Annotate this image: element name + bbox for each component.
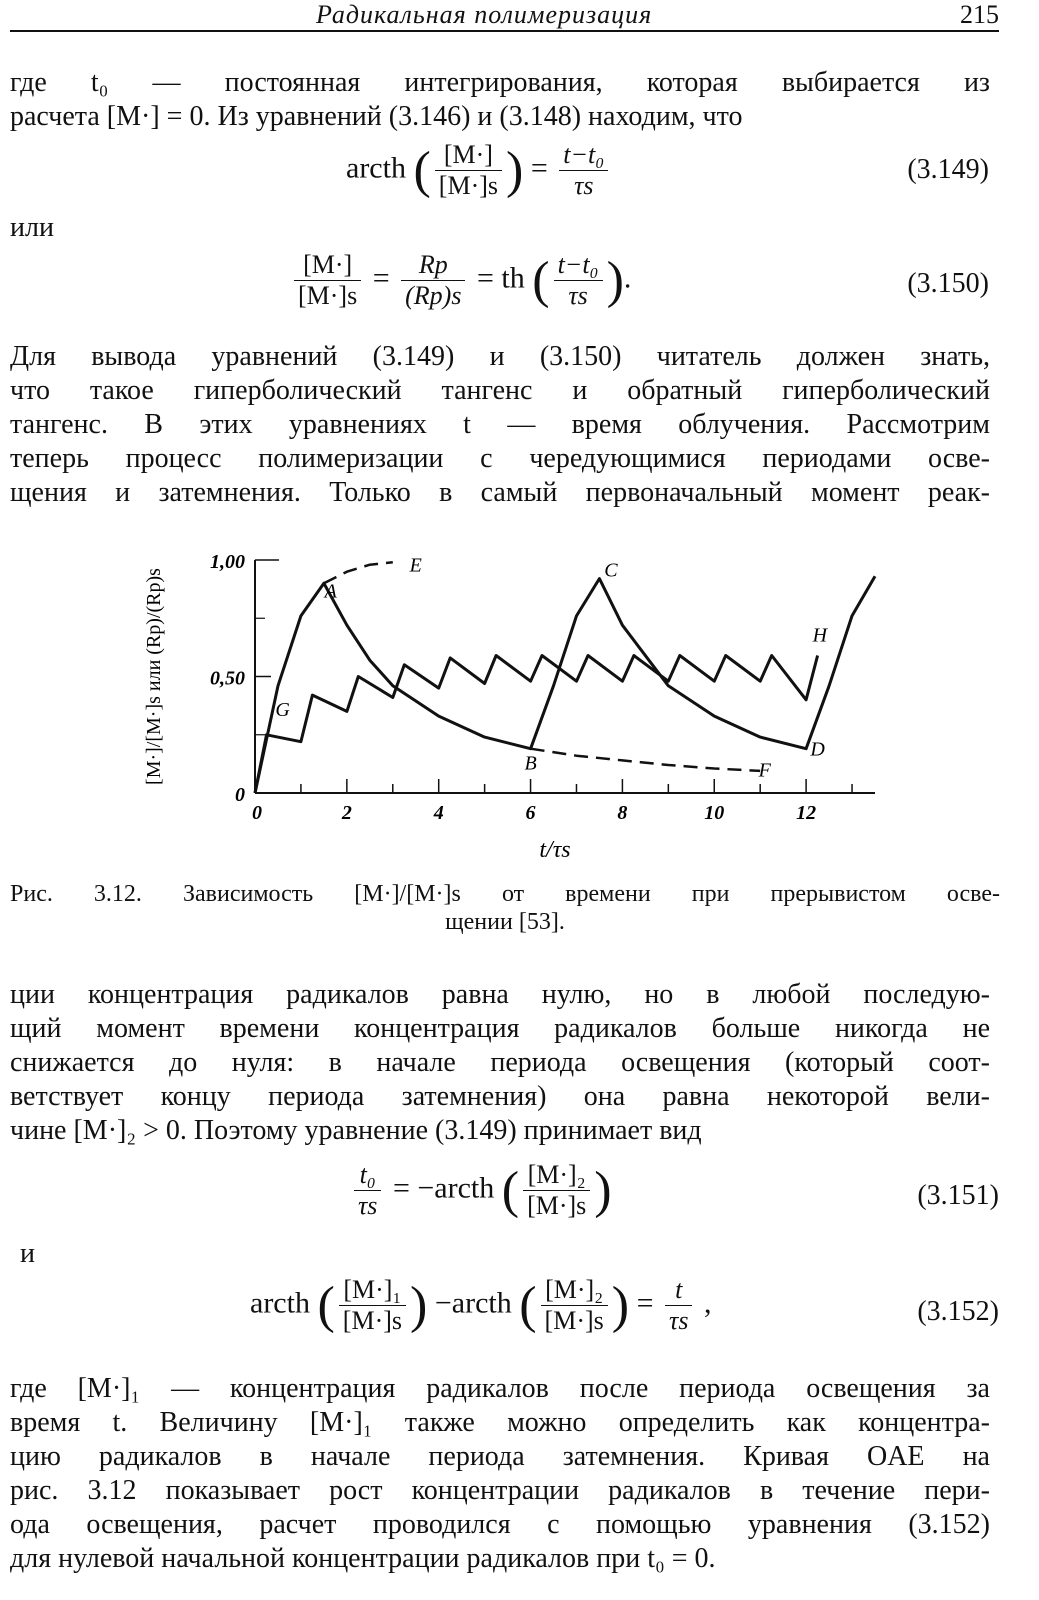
series-line-3 bbox=[531, 749, 761, 771]
fraction-numerator: [M·]₂ bbox=[523, 1160, 590, 1191]
fraction-numerator: [M·]₂ bbox=[541, 1275, 608, 1306]
text-line: щения и затемнения. Только в самый первоначальный момент реак- bbox=[10, 477, 990, 508]
x-axis-label: t/τs bbox=[539, 837, 571, 863]
text-line: время t. Величину [M·]₁ также можно определить как концентра- bbox=[10, 1407, 990, 1438]
connective-word: и bbox=[20, 1238, 35, 1269]
figure-3-12-chart bbox=[120, 545, 900, 875]
text-line: ции концентрация радикалов равна нулю, но в любой последую- bbox=[10, 979, 990, 1010]
text-line: для нулевой начальной концентрации радикалов при t₀ = 0. bbox=[10, 1543, 716, 1574]
y-tick-label: 0 bbox=[235, 784, 245, 806]
fraction-denominator: [M·]s bbox=[298, 281, 358, 310]
x-tick-label: 0 bbox=[252, 802, 262, 824]
y-tick-label: 0,50 bbox=[210, 667, 245, 690]
point-label: D bbox=[810, 738, 825, 761]
text-line: ода освещения, расчет проводился с помощью уравнения (3.152) bbox=[10, 1509, 990, 1540]
fraction-denominator: τs bbox=[574, 171, 594, 200]
series-line-0 bbox=[255, 576, 875, 793]
point-label: E bbox=[409, 554, 422, 577]
point-label: C bbox=[604, 559, 618, 582]
function-name: −arcth bbox=[434, 1286, 512, 1320]
page-header bbox=[10, 0, 999, 32]
text-line: теперь процесс полимеризации с чередующимися периодами осве- bbox=[10, 443, 990, 474]
text-line: где [M·]₁ — концентрация радикалов после периода освещения за bbox=[10, 1373, 990, 1404]
paragraph-2 bbox=[10, 340, 990, 510]
x-tick-label: 4 bbox=[433, 802, 444, 824]
function-name: arcth bbox=[346, 151, 406, 185]
fraction-numerator: t bbox=[665, 1275, 692, 1306]
chart-series bbox=[255, 562, 875, 793]
fraction-numerator: t−t₀ bbox=[554, 250, 603, 281]
equation-number: (3.149) bbox=[907, 154, 989, 185]
fraction-numerator: t−t₀ bbox=[559, 140, 608, 171]
equation-3-149: arcth ( $\frac{[M\cdot]}{[M\cdot]s}$ ) = $\frac{\text{t−t₀}}{\tau s}$ bbox=[346, 140, 612, 201]
text-line: снижается до нуля: в начале периода освещения (который соот- bbox=[10, 1047, 990, 1078]
paragraph-1 bbox=[10, 66, 990, 134]
point-label: F bbox=[758, 759, 771, 782]
text-line: Для вывода уравнений (3.149) и (3.150) читатель должен знать, bbox=[10, 341, 990, 372]
fraction-denominator: [M·]s bbox=[527, 1191, 587, 1220]
text-line: что такое гиперболический тангенс и обратный гиперболический bbox=[10, 375, 990, 406]
equation-number: (3.151) bbox=[917, 1180, 999, 1211]
fraction-denominator: τs bbox=[669, 1306, 689, 1335]
fraction-numerator: [M·] bbox=[435, 140, 502, 171]
fraction-denominator: [M·]s bbox=[438, 171, 499, 200]
fraction-denominator: [M·]s bbox=[544, 1306, 604, 1335]
point-label: A bbox=[324, 580, 337, 603]
point-label: B bbox=[524, 752, 537, 775]
function-name: arcth bbox=[250, 1286, 310, 1320]
point-label: H bbox=[812, 624, 828, 647]
chart-labels bbox=[143, 551, 829, 863]
caption-line: щении [53]. bbox=[445, 909, 565, 935]
text-line: тангенс. В этих уравнениях t — время облучения. Рассмотрим bbox=[10, 409, 990, 440]
text-line: щий момент времени концентрация радикалов больше никогда не bbox=[10, 1013, 990, 1044]
equation-3-152: arcth ( $\frac{\text{[M·]₁}}{[M\cdot]s}$ ) −arcth ( $\frac{\text{[M·]₂}}{[M\cdot]s}$ ) = $\frac{t}{\tau s}$ , bbox=[250, 1275, 712, 1335]
equation-3-151: $\frac{\text{t₀}}{\tau s}$ = −arcth ( $\frac{\text{[M·]₂}}{[M\cdot]s}$ ) bbox=[350, 1160, 612, 1221]
point-label: G bbox=[275, 699, 290, 722]
fraction-numerator: t₀ bbox=[354, 1160, 381, 1191]
x-tick-label: 2 bbox=[341, 802, 352, 824]
page-number: 215 bbox=[960, 0, 999, 29]
x-tick-label: 10 bbox=[704, 802, 725, 824]
text-line: расчета [M·] = 0. Из уравнений (3.146) и (3.148) находим, что bbox=[10, 101, 743, 132]
x-tick-label: 12 bbox=[796, 802, 817, 824]
figure-caption bbox=[10, 880, 1000, 936]
function-name: −arcth bbox=[417, 1171, 495, 1205]
equation-number: (3.150) bbox=[907, 268, 989, 299]
x-tick-label: 8 bbox=[617, 802, 628, 824]
caption-line: Рис. 3.12. Зависимость [M·]/[M·]s от времени при прерывистом осве- bbox=[10, 881, 1000, 907]
fraction-numerator: [M·]₁ bbox=[339, 1275, 406, 1306]
fraction-denominator: (Rp)s bbox=[405, 281, 462, 310]
connective-word: или bbox=[10, 212, 54, 243]
text-line: ветствует концу периода затемнения) она равна некоторой вели- bbox=[10, 1081, 990, 1112]
fraction-denominator: τs bbox=[568, 281, 588, 310]
text-line: рис. 3.12 показывает рост концентрации радикалов в течение пери- bbox=[10, 1475, 990, 1506]
text-line: цию радикалов в начале периода затемнения. Кривая OAE на bbox=[10, 1441, 990, 1472]
fraction-numerator: [M·] bbox=[294, 250, 361, 281]
text-line: где t₀ — постоянная интегрирования, которая выбирается из bbox=[10, 67, 990, 98]
equation-3-150: $\frac{[M\cdot]}{[M\cdot]s}$ = $\frac{Rp}{(Rp)s}$ = th ( $\frac{\text{t−t₀}}{\tau s}$ ). bbox=[290, 250, 631, 311]
fraction-denominator: τs bbox=[358, 1191, 378, 1220]
y-axis-label: [M·]/[M·]s или (Rp)/(Rp)s bbox=[143, 568, 165, 785]
fraction-numerator: Rp bbox=[401, 250, 465, 281]
function-name: th bbox=[501, 261, 525, 295]
equation-number: (3.152) bbox=[917, 1296, 999, 1327]
paragraph-4 bbox=[10, 1372, 990, 1576]
chart-axes bbox=[255, 560, 875, 793]
x-tick-label: 6 bbox=[525, 802, 536, 824]
text-line: чине [M·]₂ > 0. Поэтому уравнение (3.149) принимает вид bbox=[10, 1115, 702, 1146]
paragraph-3 bbox=[10, 978, 990, 1148]
running-title: Радикальная полимеризация bbox=[316, 0, 653, 29]
y-tick-label: 1,00 bbox=[210, 551, 245, 573]
fraction-denominator: [M·]s bbox=[342, 1306, 403, 1335]
